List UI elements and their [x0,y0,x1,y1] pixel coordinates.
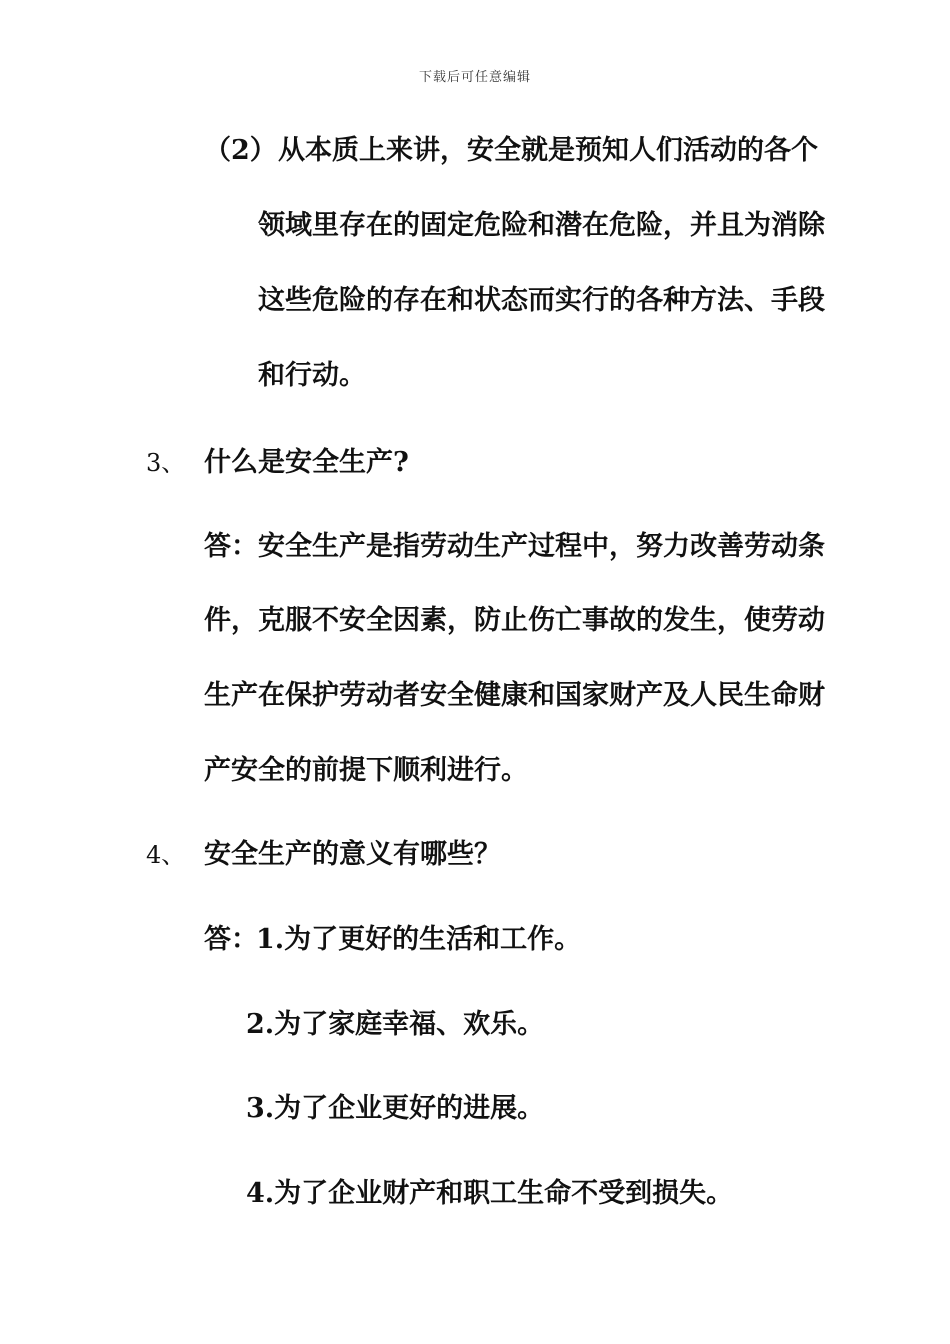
q4-answer-item-3: 3.为了企业更好的进展。 [246,1093,545,1124]
q4-question: 安全生产的意义有哪些？ [204,839,501,870]
section2-line-4: 和行动。 [258,360,366,391]
q4-answer-item-2: 2.为了家庭幸福、欢乐。 [246,1009,545,1040]
q3-answer-line-1: 答：安全生产是指劳动生产过程中，努力改善劳动条 [204,531,825,562]
q3-number: 3、 [146,449,186,477]
section2-line-2: 领域里存在的固定危险和潜在危险，并且为消除 [258,210,825,241]
page-header: 下载后可任意编辑 [418,70,531,85]
q3-answer-line-3: 生产在保护劳动者安全健康和国家财产及人民生命财 [204,680,825,711]
q3-answer-line-2: 件，克服不安全因素，防止伤亡事故的发生，使劳动 [204,605,825,636]
q4-answer-item-4: 4.为了企业财产和职工生命不受到损失。 [246,1178,734,1209]
q4-answer-prefix: 答： [204,924,258,955]
q4-answer-item-1: 1.为了更好的生活和工作。 [256,924,582,955]
q4-number: 4、 [146,841,186,869]
section2-label: （2） [204,135,277,166]
section2-line-3: 这些危险的存在和状态而实行的各种方法、手段 [258,285,825,316]
section2-line-1: 从本质上来讲，安全就是预知人们活动的各个 [278,135,818,166]
q3-question: 什么是安全生产? [204,447,409,478]
q3-answer-line-4: 产安全的前提下顺利进行。 [204,755,528,786]
